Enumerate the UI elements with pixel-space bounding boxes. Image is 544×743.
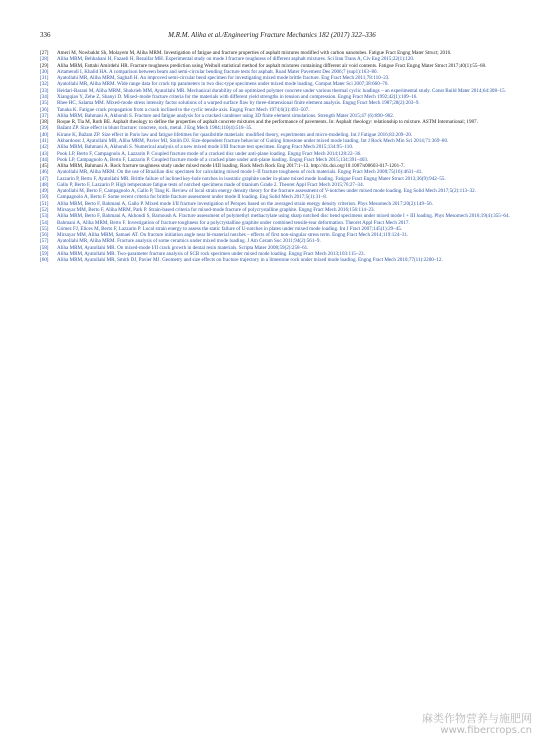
reference-number: [54] xyxy=(40,219,49,226)
reference-entry[interactable] xyxy=(40,176,510,182)
reference-text[interactable]: Akbardoost J, Ayatollahi MR, Aliha MRM, Pavier MJ, Smith DJ. Size-dependent fracture behavior of Guiting limestone under mixed mode loading. Int J Rock Mech Min Sci 2014;71:369–80. xyxy=(57,137,449,144)
reference-text[interactable]: Mirsayar MM, Aliha MRM, Samaei AT. On fracture initiation angle near bi-material notches – effects of first non-singular stress term. Engng Fract Mech 2014;119:124–31. xyxy=(57,232,409,239)
reference-number: [56] xyxy=(40,232,49,239)
reference-number: [33] xyxy=(40,87,49,94)
reference-number: [48] xyxy=(40,181,49,188)
reference-entry[interactable] xyxy=(40,144,510,150)
reference-number: [53] xyxy=(40,213,49,220)
watermark-url: www.fibercrops.cn xyxy=(440,725,532,736)
reference-number: [44] xyxy=(40,156,49,163)
reference-entry[interactable] xyxy=(40,132,510,138)
reference-entry[interactable] xyxy=(40,194,510,200)
reference-text[interactable]: Xiangqiao Y, Zehe Z, Shanyi D. Mixed–mode fracture criteria for the materials with different yield strengths in tension and compression. Engng Fract Mech 1992;42(1):109–16. xyxy=(57,93,418,100)
reference-entry[interactable] xyxy=(40,213,510,219)
page-header xyxy=(40,31,504,43)
reference-number: [52] xyxy=(40,207,49,214)
reference-number: [42] xyxy=(40,144,49,151)
reference-text[interactable]: Tanaka K. Fatigue crack propagation from a crack inclined to the cyclic tensile axis. Engng Fract Mech 1974;6(3):493–507. xyxy=(57,106,310,113)
reference-text[interactable]: Heidari-Rarani M, Aliha MRM, Shokrieh MM, Ayatollahi MR. Mechanical durability of an optimized polymer concrete under various thermal cyclic loadings – an experimental study. Const Build Mater 2014;64:308–15. xyxy=(57,87,506,94)
reference-number: [51] xyxy=(40,200,49,207)
reference-entry[interactable] xyxy=(40,81,510,87)
reference-text[interactable]: Pook LP, Berto F, Campagnolo A, Lazzarin P. Coupled fracture mode of a cracked disc under anti-plane loading. Engng Fract Mech 2014;128:22–36. xyxy=(57,150,362,157)
reference-number: [40] xyxy=(40,131,49,138)
reference-number: [55] xyxy=(40,225,49,232)
reference-text[interactable]: Mirsayar MM, Berto F, Aliha MRM, Park P. Strain-based criteria for mixed-mode fracture of polycrystalline graphite. Engng Fract Mech 2016;156:114–23. xyxy=(57,207,375,214)
reference-number: [47] xyxy=(40,175,49,182)
reference-number: [38] xyxy=(40,119,49,126)
reference-text[interactable]: Aliha MRM, Bahmani A, Akhondi S. Numerical analysis of a new mixed mode I/III fracture test specimen. Engng Fract Mech 2015;134:95–110. xyxy=(57,144,354,151)
reference-number: [59] xyxy=(40,251,49,257)
reference-text: Aliha MRM, Bahmani A. Rock fracture toughness study under mixed mode I/III loading. Rock Mech Rock Eng 2017:1–13. http://dx.doi.org/10.1007/s00603-017-1201-7. xyxy=(57,163,405,170)
reference-number: [57] xyxy=(40,238,49,245)
reference-entry[interactable] xyxy=(40,201,510,207)
reference-entry[interactable] xyxy=(40,56,510,62)
reference-text[interactable]: Ayatollahi MR, Aliha MRM. On the use of Brazilian disc specimen for calculating mixed mode I–II fracture toughness of rock materials. Engng Fract Mech 2008;75(16):4631–41. xyxy=(57,169,423,176)
reference-number: [43] xyxy=(40,150,49,157)
reference-entry[interactable] xyxy=(40,245,510,251)
reference-text[interactable]: Aliha MRM, Ayatollahi MR, Smith DJ, Pavier MJ. Geometry and size effects on fracture trajectory in a limestone rock under mixed mode loading. Engng Fract Mech 2010;77(11):2200–12. xyxy=(57,257,443,264)
reference-text[interactable]: Rhee HC, Salama MM. Mixed-mode stress intensity factor solutions of a warped surface flaw by three-dimensional finite element analysis. Engng Fract Mech 1987;28(2):203–9. xyxy=(57,100,420,107)
reference-number: [37] xyxy=(40,112,49,119)
reference-number: [29] xyxy=(40,62,49,69)
reference-text[interactable]: Aliha MRM, Ayatollahi MR. Two-parameter fracture analysis of SCB rock specimen under mixed mode loading. Engng Fract Mech 2013;103:115–23. xyxy=(57,251,365,257)
watermark-site-name: 麻类作物营养与施肥网 xyxy=(422,712,532,725)
reference-number: [28] xyxy=(40,56,49,63)
reference-text[interactable]: Aliha MRM, Ayatollahi MR. On mixed-mode I/II crack growth in dental resin materials. Scripta Mater 2008;59(2):258–61. xyxy=(57,244,309,251)
reference-text[interactable]: Bahmani A, Aliha MRM, Berto F. Investigation of fracture toughness for a polycrystalline graphite under combined tensile-tear deformation. Theoret Appl Fract Mech 2017. xyxy=(57,219,410,226)
reference-number: [49] xyxy=(40,188,49,195)
watermark xyxy=(422,712,532,737)
reference-number: [58] xyxy=(40,244,49,251)
reference-text[interactable]: Ayatollahi M, Berto F, Campagnolo A, Gallo P, Tang K. Review of local strain energy density theory for the fracture assessment of V-notches under mixed mode loading. Eng Solid Mech 2017;5(2):113–32. xyxy=(57,188,476,195)
reference-number: [39] xyxy=(40,125,49,132)
reference-entry[interactable] xyxy=(40,238,510,244)
reference-text[interactable]: Aliha MRM, Berto F, Bahmani A, Gallo P. Mixed mode I/II fracture investigation of Perspex based on the averaged strain energy density criterion. Phys Mesomech 2017;20(2):149–56. xyxy=(57,200,433,207)
reference-text[interactable]: Bažant ZP. Size effect in blunt fracture: concrete, rock, metal. J Eng Mech 1984;110(4):518–35. xyxy=(57,125,253,132)
reference-text[interactable]: Gómez FJ, Elices M, Berto F, Lazzarin P. Local strain energy to assess the static failure of U-notches in plates under mixed mode loading. Int J Fract 2007;145(1):29–45. xyxy=(57,225,403,232)
reference-text: Roque R, Tia M, Ruth BE. Asphalt rheology to define the properties of asphalt concrete mixtures and the performance of pavements. In: Asphalt rheology: relationship to mixture. ASTM International; 1987. xyxy=(57,119,478,126)
reference-text: Ameri M, Nowbakht Sh, Molayem M, Aliha MRM. Investigation of fatigue and fracture properties of asphalt mixtures modified with carbon nanotubes. Fatigue Fract Engng Mater Struct; 2016. xyxy=(57,50,452,56)
reference-number: [36] xyxy=(40,106,49,113)
reference-entry[interactable] xyxy=(40,157,510,163)
reference-list xyxy=(40,50,510,264)
reference-number: [41] xyxy=(40,137,49,144)
reference-number: [45] xyxy=(40,163,49,170)
reference-text[interactable]: Campagnolo A, Berto F. Some recent criteria for brittle fracture assessment under mode II loading. Eng Solid Mech 2017;5(1):31–8. xyxy=(57,194,328,201)
reference-entry[interactable] xyxy=(40,125,510,131)
reference-number: [31] xyxy=(40,75,49,82)
reference-text[interactable]: Ayatollahi MR, Aliha MRM. Fracture analysis of some ceramics under mixed mode loading. J Am Ceram Soc 2011;94(2):561–9. xyxy=(57,238,321,245)
running-title: M.R.M. Aliha et al./Engineering Fracture Mechanics 182 (2017) 322–336 xyxy=(168,31,376,39)
reference-text: Aliha MRM, Fattahi Amirdehi HR. Fracture toughness prediction using Weibull statistical method for asphalt mixtures containing different air void contents. Fatigue Fract Engng Mater Struct 2017;40(1):55–68. xyxy=(57,62,487,69)
reference-text[interactable]: Aliha MRM, Berto F, Bahmani A, Akhondi S, Barnoush A. Fracture assessment of polymethyl methacrylate using sharp notched disc bend specimens under mixed mode I + III loading. Phys Mesomech 2016;19(4):355–64. xyxy=(57,213,510,220)
reference-entry[interactable] xyxy=(40,107,510,113)
reference-text[interactable]: Ayatollahi MR, Aliha MRM, Saghafi H. An improved semi-circular bend specimen for investigating mixed mode brittle fracture. Eng Fract Mech 2011;78:110–23. xyxy=(57,75,390,82)
reference-text[interactable]: Artamendi I, Khalid HA. A comparison between beam and semi-circular bending fracture tests for asphalt. Road Mater Pavement Des 2006;7 (sup1):163–80. xyxy=(57,68,378,75)
reference-number: [34] xyxy=(40,93,49,100)
reference-text[interactable]: Lazzarin P, Berto F, Ayatollahi MR. Brittle failure of inclined key-hole notches in isostatic graphite under in-plane mixed mode loading. Fatigue Fract Engng Mater Struct 2013;36(9):942–55. xyxy=(57,175,446,182)
reference-number: [50] xyxy=(40,194,49,201)
reference-entry[interactable] xyxy=(40,257,510,263)
reference-text[interactable]: Aliha MRM, Behbahani H, Fazaeli H, Rezaifar MH. Experimental study on mode I fracture toughness of different asphalt mixtures. Sci Iran Trans A, Civ Eng 2015;22(1):120. xyxy=(57,56,415,63)
reference-text[interactable]: Pook LP, Campagnolo A, Berto F, Lazzarin P. Coupled fracture mode of a cracked plate under anti-plane loading. Engng Fract Mech 2015;134:391–403. xyxy=(57,156,369,163)
reference-entry[interactable] xyxy=(40,88,510,94)
reference-entry[interactable] xyxy=(40,100,510,106)
reference-text[interactable]: Kirane K, Bažant ZP. Size effect in Paris law and fatigue lifetimes for quasibrittle materials: modified theory, experiments and micro-modeling. Int J Fatigue 2016;83:209–20. xyxy=(57,131,413,138)
reference-text[interactable]: Ayatollahi MR, Aliha MRM. Wide range data for crack tip parameters in two disc-type specimens under mixed mode loading. Comput Mater Sci 2007;38:660–70. xyxy=(57,81,389,88)
reference-number: [30] xyxy=(40,68,49,75)
reference-number: [35] xyxy=(40,100,49,107)
reference-entry[interactable] xyxy=(40,151,510,157)
reference-number: [46] xyxy=(40,169,49,176)
reference-text[interactable]: Gallo P, Berto F, Lazzarin P. High temperature fatigue tests of notched specimens made of titanium Grade 2. Theoret Appl Fract Mech 2015;76:27–34. xyxy=(57,181,364,188)
reference-number: [60] xyxy=(40,257,49,264)
reference-entry xyxy=(40,63,510,69)
reference-text[interactable]: Aliha MRM, Bahmani A, Akhondi S. Fracture and fatigue analysis for a cracked carabiner using 3D finite element simulations. Strength Mater 2015;47 (6):890–902. xyxy=(57,112,395,119)
reference-entry[interactable] xyxy=(40,220,510,226)
reference-number: [32] xyxy=(40,81,49,88)
page-number: 336 xyxy=(40,31,51,39)
reference-entry[interactable] xyxy=(40,169,510,175)
reference-entry[interactable] xyxy=(40,113,510,119)
reference-number: [27] xyxy=(40,50,49,56)
